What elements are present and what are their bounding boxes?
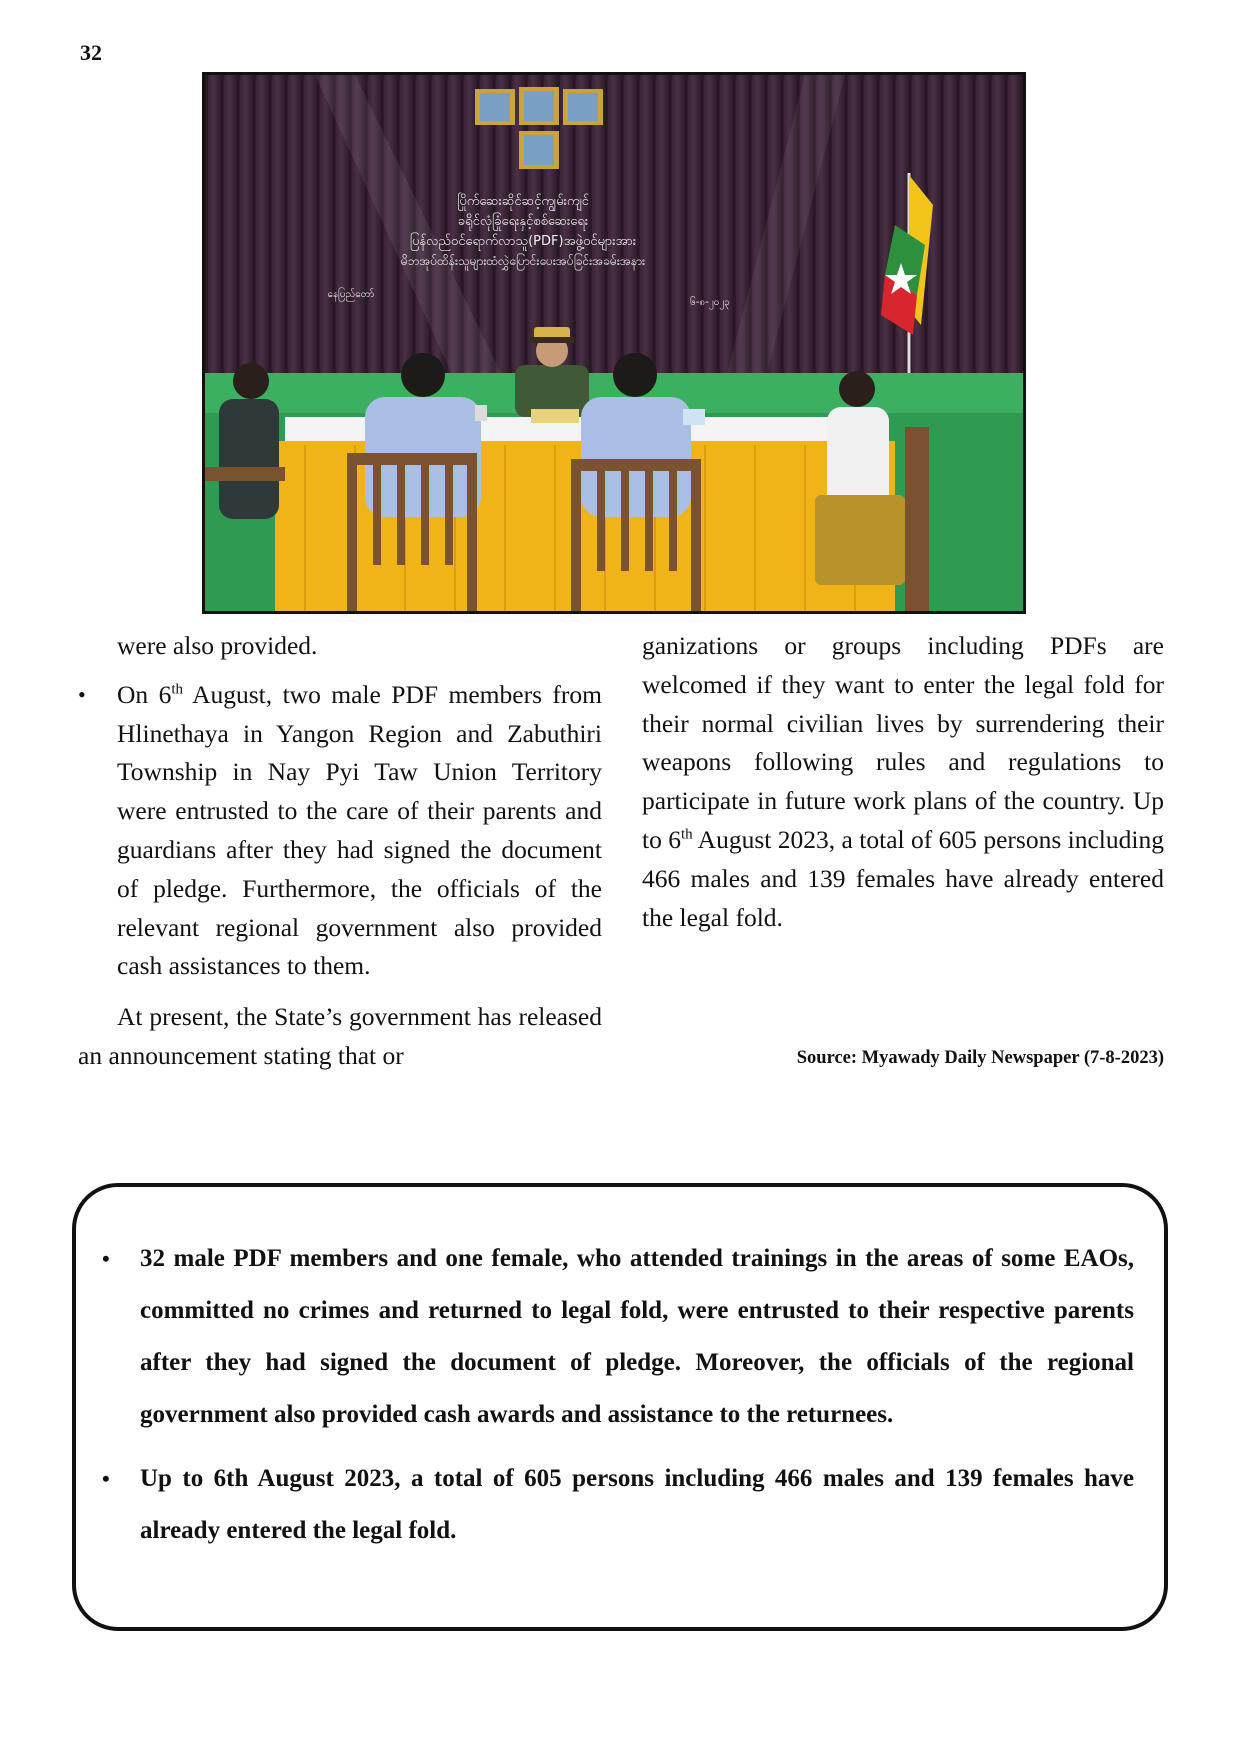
backdrop-line-1: ပြိုက်ဆေးဆိုင်ဆင့်ကျွမ်းကျင်: [457, 194, 589, 209]
bullet-text-start: On 6: [117, 679, 172, 709]
backdrop-line-3: ပြန်လည်ဝင်ရောက်လာသူ(PDF)အဖွဲ့ဝင်များအား: [409, 234, 637, 249]
summary-item: • 32 male PDF members and one female, who attended trainings in the areas of some EAOs, committed no crimes and returned to legal fold, were entrusted to their respective parents after they had signed the document of pledge. Moreover, the officials of the regional government also provided cash awards and assistance to the returnees.: [140, 1233, 1134, 1441]
article-bullet-paragraph: [78, 676, 602, 986]
backdrop-line-2: ခရိုင်လုံခြုံရေးနှင့်စစ်ဆေးရေး: [457, 214, 589, 229]
curtain-backdrop: [205, 75, 1023, 381]
summary-box: [72, 1183, 1168, 1631]
article-paragraph-1: were also provided.: [117, 631, 318, 660]
backdrop-right-note: ၆-၈-၂၀၂၃: [690, 297, 730, 308]
summary-item: • Up to 6th August 2023, a total of 605 persons including 466 males and 139 females have already entered the legal fold.: [140, 1453, 1134, 1557]
backdrop-left-note: နေပြည်တော်: [327, 289, 375, 300]
bullet-text-rest: August, two male PDF members from Hlinethaya in Yangon Region and Zabuthiri Township in Nay Pyi Taw Union Territory were entrusted to the care of their parents and guardians after they had signed the document of pledge. Furthermore, the officials of the relevant regional government also provided cash assistances to them.: [117, 679, 603, 981]
backdrop-line-4: မိဘအုပ်ထိန်းသူများထံလွှဲပြောင်းပေးအပ်ခြင်းအခမ်းအနား: [400, 254, 646, 268]
article-paragraph-continued: [642, 627, 1164, 937]
article-paragraph-3: At present, the State’s government has released an announcement stating that or: [78, 1002, 602, 1070]
paragraph-text-start: ganizations or groups including PDFs are welcomed if they want to enter the legal fold for their normal civilian lives by surrendering their weapons following rules and regulations to participate in future work plans of the country. Up to 6: [642, 631, 1164, 854]
article-left-column: [78, 627, 602, 1076]
source-citation: Source: Myawady Daily Newspaper (7-8-2023): [796, 1048, 1164, 1068]
ordinal-superscript: th: [681, 826, 693, 843]
ceremony-photo: [202, 72, 1026, 614]
ceremony-photo-illustration: [205, 75, 1023, 611]
page-number: 32: [80, 40, 102, 65]
summary-list: [140, 1233, 1134, 1557]
article-right-column: [642, 627, 1164, 937]
ordinal-superscript: th: [171, 681, 184, 698]
paragraph-text-rest: August 2023, a total of 605 persons including 466 males and 139 females have already entered the legal fold.: [642, 824, 1164, 932]
